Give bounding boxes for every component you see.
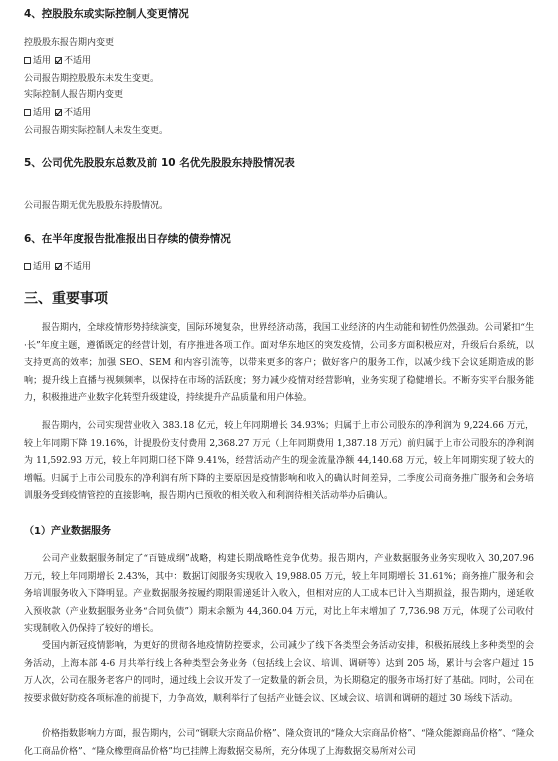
- option-not-applicable: 不适用: [64, 262, 92, 272]
- checkbox-unchecked-icon: [24, 109, 31, 116]
- actual-controller-option-row: [24, 107, 91, 119]
- section5-note: 公司报告期无优先股股东持股情况。: [24, 201, 169, 211]
- actual-controller-label: 实际控制人报告期内变更: [24, 90, 124, 100]
- checkbox-checked-icon: [55, 57, 62, 64]
- subsection-industry-data-heading: （1）产业数据服务: [24, 526, 111, 537]
- option-applicable: 适用: [33, 56, 52, 66]
- option-not-applicable: 不适用: [64, 56, 92, 66]
- section6-heading: 6、在半年度报告批准报出日存续的债券情况: [24, 233, 231, 245]
- actual-controller-note: 公司报告期实际控制人未发生变更。: [24, 126, 169, 136]
- paragraph-conference-activities: 受国内新冠疫情影响，为更好的贯彻各地疫情防控要求，公司减少了线下各类型会务活动安排，积极拓展线上多种类型的会务活动，上海本部 4-6 月共举行线上各种类型会务业务（包括线上会议、培训、调研等）达到 205 场，累计与会客户超过 15 万人次，公司在服务老客户的同时，通过线上会议开发了一定数量的新会员，为长期稳定的服务市场打好了基础。同时，公司在按要求做好防疫各项标准的前提下，力争高效，顺利举行了包括产业链会议、区域会议、培训和调研的超过 30 场线下活动。: [24, 641, 534, 704]
- paragraph-industry-data: 公司产业数据服务制定了“百链成纲”战略，构建长期战略性竞争优势。报告期内，产业数据服务业务实现收入 30,207.96 万元，较上年同期增长 2.43%，其中：数据订阅服务实现收入 19,988.05 万元，较上年同期增长 31.61%；商务推广服务和会务培训服务收入下降明显。产业数据服务按履约期限需递延计入收入，但相对应的人工成本已计入当期损益，报告期内，递延收入预收款（产业数据服务业务“合同负债”）期末余额为 44,360.04 万元，对比上年末增加了 7,736.98 万元，体现了公司收付实现制收入仍保持了较好的增长。: [24, 554, 534, 634]
- controlling-option-row: [24, 55, 91, 67]
- section3-heading: 三、重要事项: [24, 291, 108, 307]
- checkbox-checked-icon: [55, 263, 62, 270]
- controlling-change-note: 公司报告期控股股东未发生变更。: [24, 74, 160, 84]
- option-not-applicable: 不适用: [64, 108, 92, 118]
- checkbox-checked-icon: [55, 109, 62, 116]
- paragraph-financial-results: 报告期内，公司实现营业收入 383.18 亿元，较上年同期增长 34.93%；归属于上市公司股东的净利润为 9,224.66 万元，较上年同期下降 19.16%，计提股份支付费用 2,368.27 万元（上年同期费用 1,387.18 万元）前归属于上市公司股东的净利润为 11,592.93 万元，较上年同期口径下降 9.41%，经营活动产生的现金流量净额 44,140.68 万元，较上年同期实现了较大的增幅。归属于上市公司股东的净利润有所下降的主要原因是疫情影响和收入的确认时间差异，二季度公司商务推广服务和会务培训服务受到疫情管控的直接影响，报告期内已预收的相关收入和利润待相关活动举办后确认。: [24, 421, 534, 501]
- section6-option-row: [24, 261, 91, 273]
- checkbox-unchecked-icon: [24, 263, 31, 270]
- paragraph-price-index: 价格指数影响力方面，报告期内，公司“钢联大宗商品价格”、隆众资讯的“隆众大宗商品价格”、“隆众能源商品价格”、“隆众化工商品价格”、“隆众橡塑商品价格”均已挂牌上海数据交易所，充分体现了上海数据交易所对公司: [24, 729, 534, 757]
- checkbox-unchecked-icon: [24, 57, 31, 64]
- section5-heading: 5、公司优先股股东总数及前 10 名优先股股东持股情况表: [24, 157, 295, 169]
- option-applicable: 适用: [33, 108, 52, 118]
- option-applicable: 适用: [33, 262, 52, 272]
- section4-heading: 4、控股股东或实际控制人变更情况: [24, 8, 189, 20]
- controlling-change-label: 控股股东报告期内变更: [24, 38, 115, 48]
- paragraph-overview: 报告期内，全球疫情形势持续演变，国际环境复杂，世界经济动荡，我国工业经济的内生动能和韧性仍然强劲。公司紧扣“生·长”年度主题，遵循既定的经营计划，有序推进各项工作。面对华东地区的突发疫情，公司多方面积极应对，升级后台系统，以支持更高的效率；加强 SEO、SEM 和内容引流等，以带来更多的客户；做好客户的服务工作，以减少线下会议延期造成的影响；提升线上直播与视频频率，以保持在市场的活跃度；努力减少疫情对经营影响，业务实现了稳健增长。不断夯实平台服务能力，积极推进产业数字化转型升级建设，持续提升产品质量和用户体验。: [24, 323, 534, 403]
